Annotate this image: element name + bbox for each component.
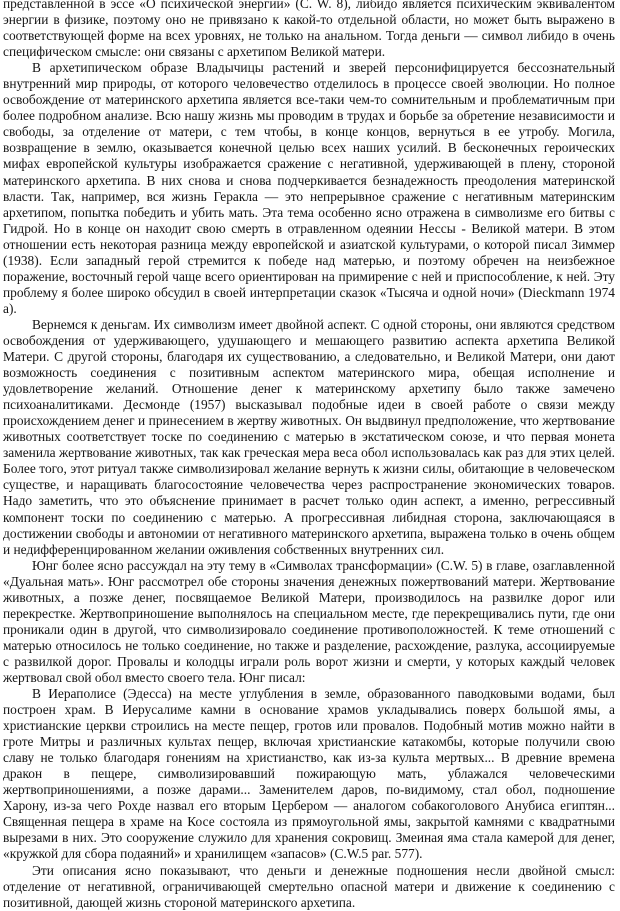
paragraph-jung-symbols-of-transformation: Юнг более ясно рассуждал на эту тему в «Символах трансформации» (C.W. 5) в главе, озаглавленной «Дуальная мать». Юнг рассмотрел обе стороны значения денежных пожертвований матери. Жертвование животных, а позже денег, посвящаемое Великой Матери, производилось на развилке дорог или перекрестке. Жертвоприношение выполнялось на специальном месте, где перекрещивались пути, где они проникали один в другой, что символизировало соединение противоположностей. К теме отношений с матерью относилось не только соединение, но также и разделение, расхождение, разлука, ассоциируемые с развилкой дорог. Провалы и колодцы играли роль ворот жизни и смерти, у которых каждый человек жертвовал свой обол вместо своего тела. Юнг писал: bbox=[3, 557, 615, 685]
paragraph-conclusion: Эти описания ясно показывают, что деньги и денежные подношения несли двойной смысл: отделение от негативной, ограничивающей смертельно опасной матери и движение к соединению с позитивной, дающей жизнь стороной материнского архетипа. bbox=[3, 862, 615, 910]
paragraph-great-mother-archetype: В архетипическом образе Владычицы растений и зверей персонифицируется бессознательный внутренний мир природы, от которого человечество отделилось в процессе своей эволюции. Но полное освобождение от материнского архетипа является все-таки чем-то сомнительным и проблематичным при более подробном анализе. Всю нашу жизнь мы проводим в трудах и борьбе за обретение независимости и свободы, за отделение от матери, с тем чтобы, в конце концов, вернуться в ее утробу. Могила, возвращение в землю, оказывается конечной целью всех наших усилий. В бесконечных героических мифах европейской культуры изображается сражение с негативной, удерживающей в плену, стороной материнского архетипа. В них снова и снова подчеркивается безнадежность преодоления материнской власти. Так, например, вся жизнь Геракла — это непрерывное сражение с негативным материнским архетипом, попытка победить и убить мать. Эта тема особенно ясно отражена в символизме его битвы с Гидрой. Но в конце он находит свою смерть в отравленном одеянии Нессы - Великой матери. В этом отношении есть некоторая разница между европейской и азиатской культурами, о которой писал Зиммер (1938). Если западный герой стремится к победе над матерью, и поэтому обречен на неизбежное поражение, восточный герой чаще всего ориентирован на примирение с ней и приспособление, к ней. Эту проблему я более широко обсудил в своей интерпретации сказок «Тысяча и одной ночи» (Dieckmann 1974 a). bbox=[3, 60, 615, 316]
paragraph-continued: представленной в эссе «О психической энергии» (C. W. 8), либидо является психическим эквивалентом энергии в физике, поэтому оно не привязано к какой-то отдельной области, но может быть выражено в соответствующей форме на всех уровнях, не только на анальном. Тогда деньги — символ либидо в очень специфическом смысле: они связаны с архетипом Великой матери. bbox=[3, 0, 615, 60]
block-quote-hierapolis: В Иераполисе (Эдесса) на месте углубления в земле, образованного паводковыми водами, был построен храм. В Иерусалиме камни в основание храмов укладывались поверх большой ямы, а христианские церкви строились на месте пещер, гротов или провалов. Подобный мотив можно найти в гроте Митры и различных культах пещер, включая христианские катакомбы, которые получили свою славу не только благодаря гонениям на христианство, как из-за культа мертвых... В древние времена дракон в пещере, символизировавший пожирающую мать, ублажался человеческими жертвоприношениями, а позже дарами... Заменителем даров, по-видимому, стал обол, подношение Харону, из-за чего Рохде назвал его вторым Цербером — аналогом собакоголового Анубиса египтян... Священная пещера в храме на Косе состояла из прямоугольной ямы, закрытой камнями с квадратными вырезами в них. Это сооружение служило для хранения сокровищ. Змеиная яма стала камерой для денег, «кружкой для сбора подаяний» и хранилищем «запасов» (C.W.5 par. 577). bbox=[3, 686, 615, 862]
paragraph-money-double-aspect: Вернемся к деньгам. Их символизм имеет двойной аспект. С одной стороны, они являются средством освобождения от удерживающего, удушающего и мешающего развитию аспекта архетипа Великой Матери. С другой стороны, благодаря их существованию, а следовательно, и Великой Матери, они дают возможность соединения с позитивным аспектом материнского мира, обещая исполнение и удовлетворение желаний. Отношение денег к материнскому архетипу было также замечено психоаналитиками. Десмонде (1957) высказывал подобные идеи в своей работе о связи между происхождением денег и принесением в жертву животных. Он выдвинул предположение, что жертвование животных соответствует тоске по соединению с матерью в экстатическом союзе, и что первая монета заменила жертвование животных, так как греческая мера веса обол использовалась как раз для этих целей. Более того, этот ритуал также символизировал желание вернуть к жизни силы, обитающие в человеческом существе, и наращивать благосостояние человечества через распространение экономических товаров. Надо заметить, что это объяснение принимает в расчет только один аспект, а именно, регрессивный компонент тоски по соединению с матерью. А прогрессивная либидная сторона, заключающаяся в достижении свободы и автономии от негативного материнского архетипа, выражена только в очень общем и недифференцированном желании оживления собственных внутренних сил. bbox=[3, 316, 615, 557]
